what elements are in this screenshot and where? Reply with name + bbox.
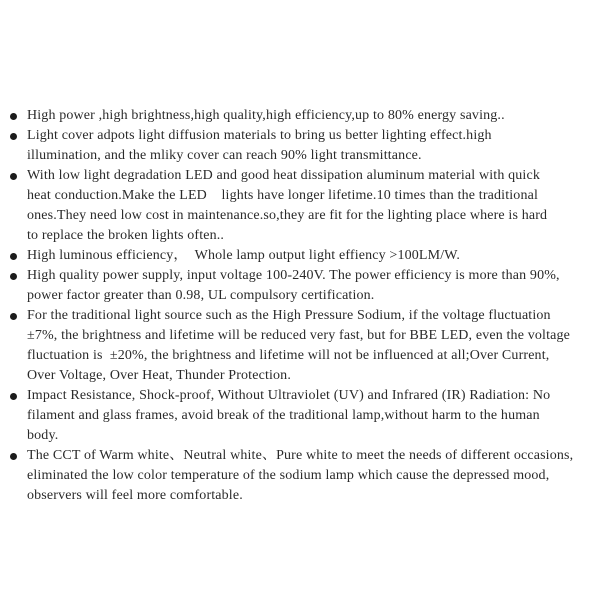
bullet-icon bbox=[10, 393, 17, 400]
bullet-icon bbox=[10, 273, 17, 280]
feature-line: ±7%, the brightness and lifetime will be reduced very fast, but for BBE LED, even the voltage bbox=[27, 328, 570, 343]
feature-line: With low light degradation LED and good heat dissipation aluminum material with quick bbox=[27, 168, 540, 183]
feature-line: illumination, and the mliky cover can reach 90% light transmittance. bbox=[27, 148, 422, 163]
bullet-icon bbox=[10, 453, 17, 460]
feature-line: eliminated the low color temperature of the sodium lamp which cause the depressed mood, bbox=[27, 468, 550, 483]
feature-item bbox=[0, 166, 600, 246]
feature-line: to replace the broken lights often.. bbox=[27, 228, 225, 243]
feature-line: High luminous efficiency， Whole lamp output light effiency >100LM/W. bbox=[27, 248, 460, 263]
bullet-icon bbox=[10, 113, 17, 120]
feature-item bbox=[0, 266, 600, 306]
feature-line: Impact Resistance, Shock-proof, Without Ultraviolet (UV) and Infrared (IR) Radiation: No bbox=[27, 388, 551, 403]
feature-line: For the traditional light source such as the High Pressure Sodium, if the voltage fluctuation bbox=[27, 308, 551, 323]
feature-line: Light cover adpots light diffusion materials to bring us better lighting effect.high bbox=[27, 128, 492, 143]
feature-item bbox=[0, 306, 600, 386]
feature-line: filament and glass frames, avoid break of the traditional lamp,without harm to the human bbox=[27, 408, 540, 423]
feature-line: The CCT of Warm white、Neutral white、Pure white to meet the needs of different occasions, bbox=[27, 448, 574, 463]
feature-item bbox=[0, 126, 600, 166]
bullet-icon bbox=[10, 253, 17, 260]
bullet-icon bbox=[10, 173, 17, 180]
feature-line: power factor greater than 0.98, UL compulsory certification. bbox=[27, 288, 375, 303]
bullet-icon bbox=[10, 133, 17, 140]
feature-line: heat conduction.Make the LED lights have longer lifetime.10 times than the traditional bbox=[27, 188, 538, 203]
feature-line: High power ,high brightness,high quality,high efficiency,up to 80% energy saving.. bbox=[27, 108, 505, 123]
feature-item bbox=[0, 386, 600, 446]
feature-line: observers will feel more comfortable. bbox=[27, 488, 243, 503]
feature-item bbox=[0, 246, 600, 266]
feature-line: body. bbox=[27, 428, 59, 443]
feature-line: ones.They need low cost in maintenance.so,they are fit for the lighting place where is hard bbox=[27, 208, 548, 223]
feature-item bbox=[0, 446, 600, 506]
feature-item bbox=[0, 106, 600, 126]
feature-list bbox=[0, 106, 600, 506]
bullet-icon bbox=[10, 313, 17, 320]
feature-line: Over Voltage, Over Heat, Thunder Protection. bbox=[27, 368, 291, 383]
feature-line: fluctuation is ±20%, the brightness and lifetime will not be influenced at all;Over Current, bbox=[27, 348, 550, 363]
feature-line: High quality power supply, input voltage 100-240V. The power efficiency is more than 90%, bbox=[27, 268, 560, 283]
